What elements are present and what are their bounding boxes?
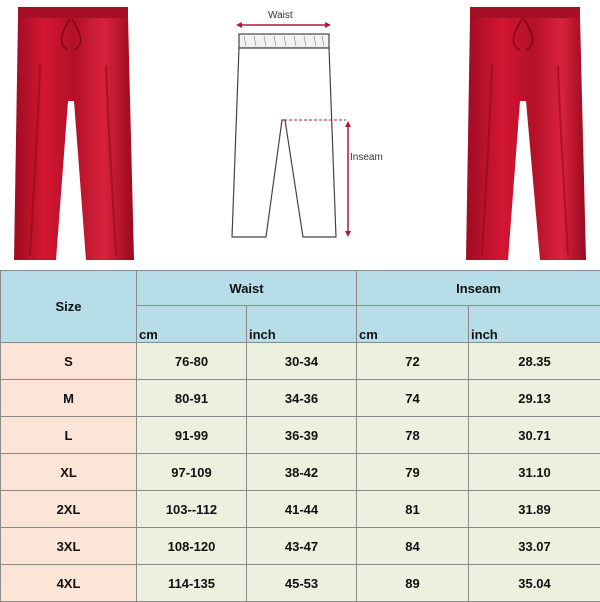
waist-cm-cell: 80-91 (137, 380, 247, 417)
table-row (1, 417, 600, 454)
inseam-inch-cell: 31.89 (469, 491, 600, 528)
inseam-inch-cell: 29.13 (469, 380, 600, 417)
inseam-cm-cell: 74 (357, 380, 469, 417)
inseam-cm-cell: 78 (357, 417, 469, 454)
table-row (1, 528, 600, 565)
waist-measure-arrow (236, 22, 331, 28)
red-pants-front-image (10, 5, 136, 263)
table-row (1, 380, 600, 417)
inseam-inch-cell: 30.71 (469, 417, 600, 454)
inseam-inch-header: inch (469, 306, 600, 343)
size-cell: 3XL (1, 528, 137, 565)
size-cell: 4XL (1, 565, 137, 602)
waist-group-header: Waist (137, 271, 357, 306)
size-cell: L (1, 417, 137, 454)
waist-cm-cell: 91-99 (137, 417, 247, 454)
waist-cm-cell: 114-135 (137, 565, 247, 602)
table-row (1, 343, 600, 380)
red-pants-back-image (462, 5, 588, 263)
waist-inch-cell: 43-47 (247, 528, 357, 565)
waist-inch-cell: 34-36 (247, 380, 357, 417)
size-chart-table (0, 270, 600, 602)
pants-outline-drawing (232, 34, 336, 237)
waist-cm-cell: 108-120 (137, 528, 247, 565)
inseam-cm-cell: 84 (357, 528, 469, 565)
table-row (1, 565, 600, 602)
inseam-inch-cell: 28.35 (469, 343, 600, 380)
waist-diagram-label: Waist (268, 10, 293, 21)
waist-inch-cell: 45-53 (247, 565, 357, 602)
waist-cm-header: cm (137, 306, 247, 343)
waist-inch-cell: 41-44 (247, 491, 357, 528)
pants-measurement-diagram (226, 5, 386, 245)
inseam-group-header: Inseam (357, 271, 600, 306)
inseam-cm-cell: 72 (357, 343, 469, 380)
size-column-header: Size (1, 271, 137, 343)
inseam-cm-cell: 81 (357, 491, 469, 528)
size-cell: S (1, 343, 137, 380)
waist-inch-cell: 36-39 (247, 417, 357, 454)
waist-cm-cell: 97-109 (137, 454, 247, 491)
size-cell: M (1, 380, 137, 417)
table-row (1, 491, 600, 528)
waist-inch-cell: 30-34 (247, 343, 357, 380)
waist-cm-cell: 76-80 (137, 343, 247, 380)
inseam-inch-cell: 35.04 (469, 565, 600, 602)
inseam-diagram-label: Inseam (350, 152, 383, 163)
inseam-cm-cell: 89 (357, 565, 469, 602)
size-cell: XL (1, 454, 137, 491)
waist-cm-cell: 103--112 (137, 491, 247, 528)
inseam-inch-cell: 31.10 (469, 454, 600, 491)
inseam-cm-cell: 79 (357, 454, 469, 491)
waist-inch-header: inch (247, 306, 357, 343)
size-cell: 2XL (1, 491, 137, 528)
table-header-row (1, 271, 600, 306)
inseam-cm-header: cm (357, 306, 469, 343)
inseam-inch-cell: 33.07 (469, 528, 600, 565)
waist-inch-cell: 38-42 (247, 454, 357, 491)
table-row (1, 454, 600, 491)
